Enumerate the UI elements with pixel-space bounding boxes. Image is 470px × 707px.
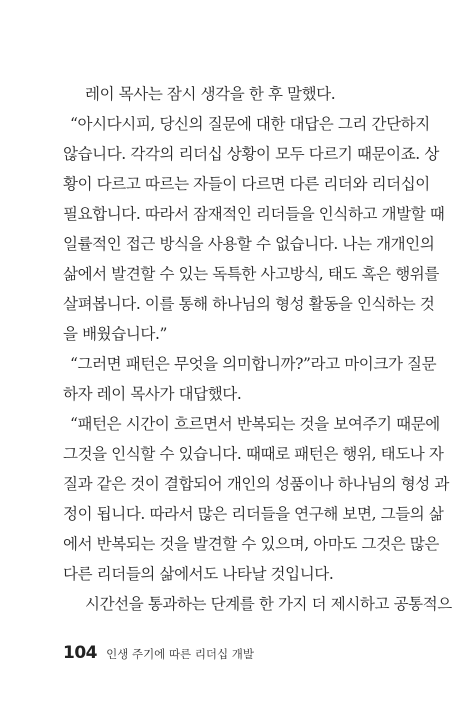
page-number: 104	[63, 643, 97, 663]
running-title: 인생 주기에 따른 리더십 개발	[106, 647, 255, 661]
text-line: 일률적인 접근 방식을 사용할 수 없습니다. 나는 개개인의	[63, 235, 435, 253]
text-line: 다른 리더들의 삶에서도 나타날 것입니다.	[63, 565, 334, 583]
text-line: 하자 레이 목사가 대답했다.	[63, 385, 242, 403]
text-line: 않습니다. 각각의 리더십 상황이 모두 다르기 때문이죠. 상	[63, 145, 439, 163]
text-line: 시간선을 통과하는 단계를 한 가지 더 제시하고 공통적으	[85, 595, 452, 613]
text-line: 황이 다르고 따르는 자들이 다르면 다른 리더와 리더십이	[63, 175, 430, 193]
text-line: 그것을 인식할 수 있습니다. 때때로 패턴은 행위, 태도나 자	[63, 445, 444, 463]
text-line: 에서 반복되는 것을 발견할 수 있으며, 아마도 그것은 많은	[63, 535, 439, 553]
text-line: 질과 같은 것이 결합되어 개인의 성품이나 하나님의 형성 과	[63, 475, 449, 493]
text-line: 필요합니다. 따라서 잠재적인 리더들을 인식하고 개발할 때	[63, 205, 445, 223]
text-line: 을 배웠습니다.”	[63, 325, 168, 343]
text-line: 정이 됩니다. 따라서 많은 리더들을 연구해 보면, 그들의 삶	[63, 505, 444, 523]
text-line: “아시다시피, 당신의 질문에 대한 대답은 그리 간단하지	[70, 115, 430, 133]
text-line: 살펴봅니다. 이를 통해 하나님의 형성 활동을 인식하는 것	[63, 295, 435, 313]
text-line: 레이 목사는 잠시 생각을 한 후 말했다.	[85, 85, 336, 103]
text-line: “패턴은 시간이 흐르면서 반복되는 것을 보여주기 때문에	[70, 415, 440, 433]
text-line: 삶에서 발견할 수 있는 독특한 사고방식, 태도 혹은 행위를	[63, 265, 439, 283]
page-footer	[63, 643, 254, 663]
text-line: “그러면 패턴은 무엇을 의미합니까?”라고 마이크가 질문	[70, 355, 437, 373]
